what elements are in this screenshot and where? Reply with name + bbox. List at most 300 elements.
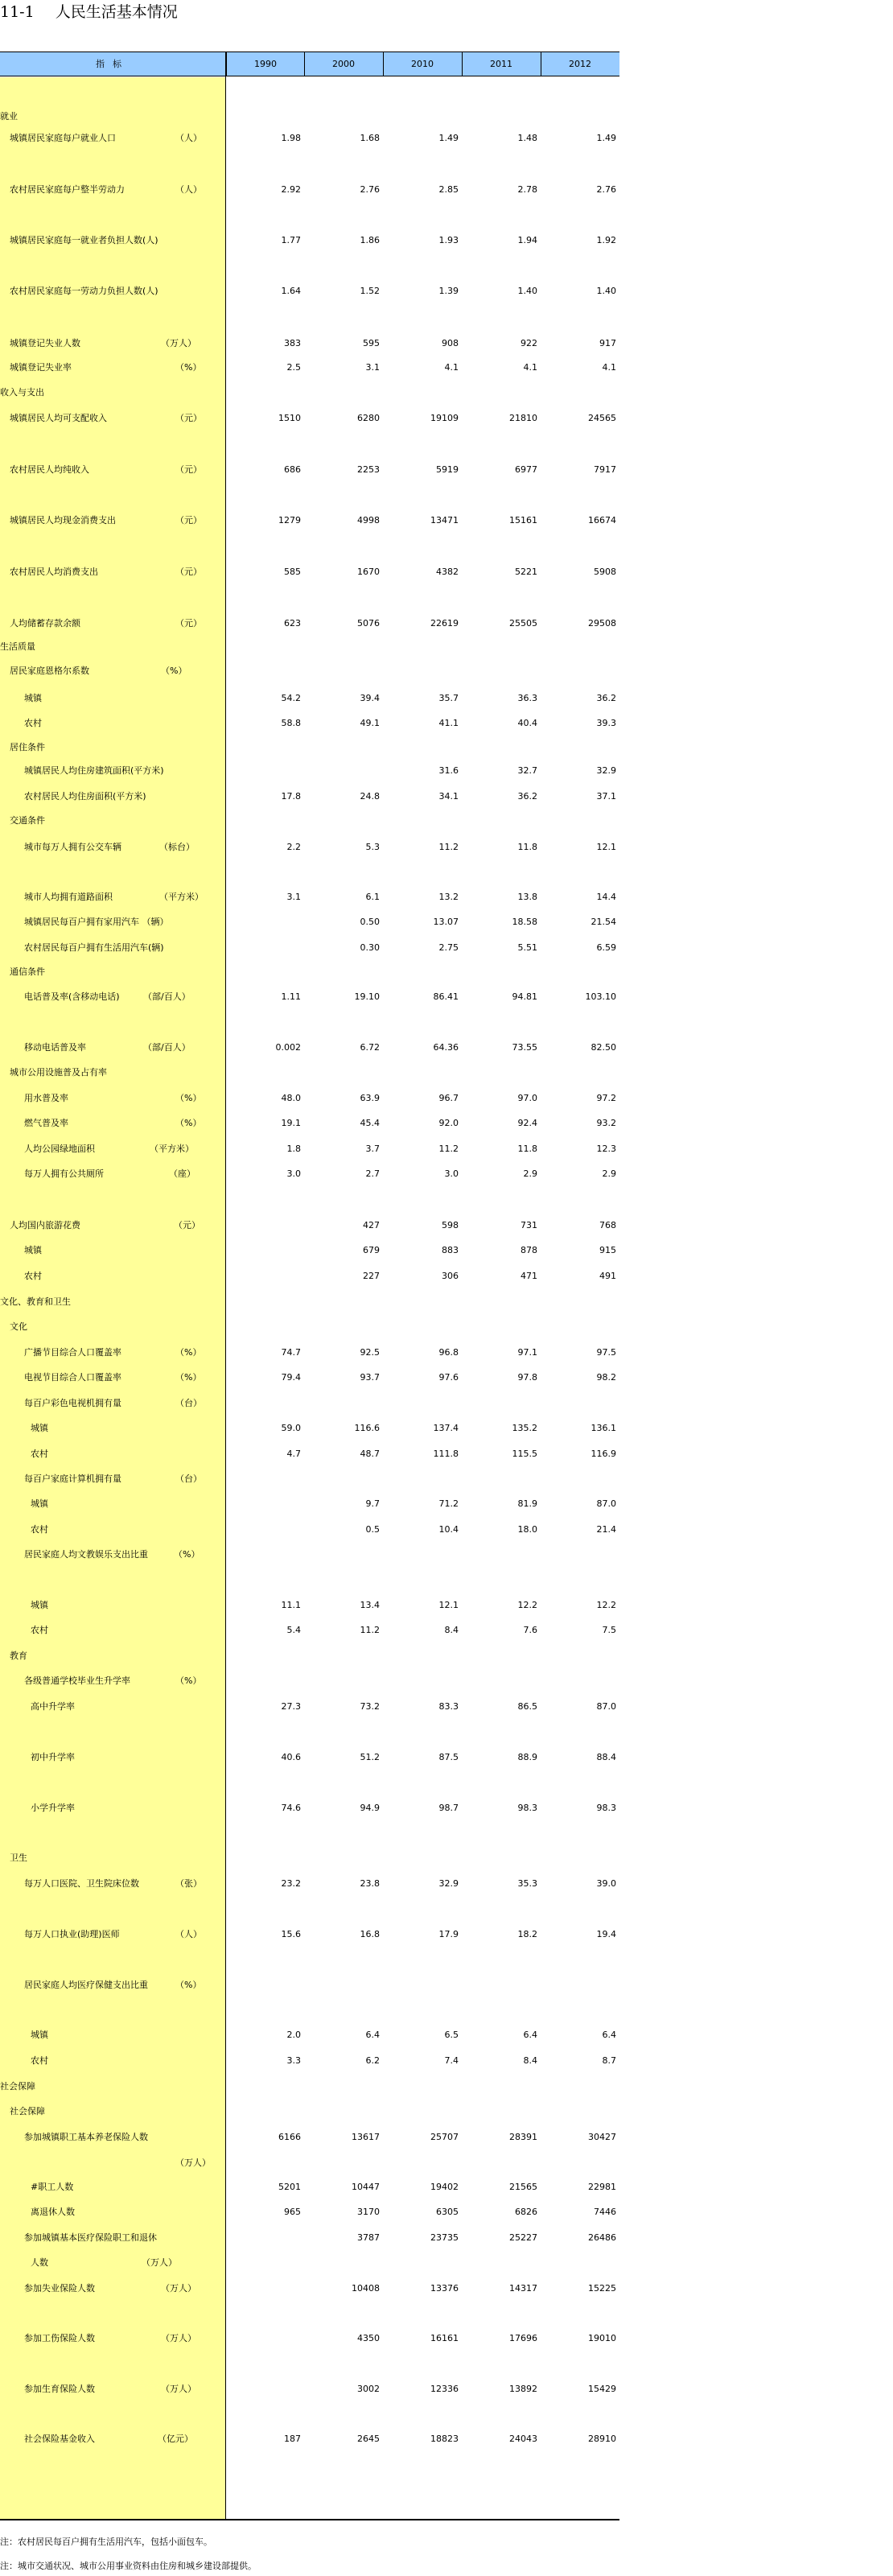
cell-2010: 19402	[430, 2182, 459, 2192]
cell-2012: 21.4	[596, 1524, 616, 1535]
cell-2011: 1.48	[517, 133, 537, 143]
row-label: 农村	[31, 1449, 48, 1459]
table-row	[0, 1143, 619, 1156]
cell-2011: 21810	[509, 413, 537, 423]
cell-2010: 64.36	[433, 1042, 459, 1053]
cell-2000: 6.2	[365, 2055, 380, 2066]
cell-2012: 8.7	[602, 2055, 616, 2066]
cell-2010: 11.2	[438, 842, 459, 852]
table-row	[0, 1219, 619, 1232]
cell-2011: 36.2	[517, 791, 537, 802]
row-label: 每百户家庭计算机拥有量	[24, 1473, 121, 1484]
table-row	[0, 2055, 619, 2067]
cell-1990: 3.3	[286, 2055, 301, 2066]
row-unit: （万人）	[161, 2283, 196, 2294]
row-label: 社会保障	[10, 2106, 45, 2116]
cell-1990: 54.2	[281, 693, 301, 703]
row-unit: （%）	[175, 1347, 202, 1358]
table-row	[0, 841, 619, 854]
cell-2011: 7.6	[523, 1625, 537, 1635]
row-unit: （元）	[174, 1220, 200, 1230]
table-row	[0, 814, 619, 827]
cell-2000: 63.9	[360, 1093, 380, 1103]
row-unit: （%）	[174, 1549, 200, 1560]
cell-2011: 97.0	[517, 1093, 537, 1103]
cell-2011: 97.1	[517, 1347, 537, 1358]
cell-2000: 9.7	[365, 1498, 380, 1509]
cell-2011: 98.3	[517, 1803, 537, 1813]
cell-2010: 4.1	[444, 362, 459, 373]
cell-2000: 4350	[357, 2333, 380, 2343]
cell-2011: 25227	[509, 2232, 537, 2243]
row-unit: （%）	[175, 1093, 202, 1103]
row-label: 教育	[10, 1651, 27, 1661]
cell-2000: 595	[363, 338, 380, 348]
cell-2011: 731	[521, 1220, 537, 1230]
cell-2011: 36.3	[517, 693, 537, 703]
cell-1990: 2.5	[286, 362, 301, 373]
cell-2012: 12.1	[596, 842, 616, 852]
cell-1990: 15.6	[281, 1929, 301, 1939]
row-unit: （亿元）	[158, 2434, 193, 2444]
cell-2010: 83.3	[438, 1701, 459, 1712]
cell-1990: 3.0	[286, 1168, 301, 1179]
footnote-1: 注：农村居民每百户拥有生活用汽车，包括小面包车。	[0, 2537, 212, 2547]
cell-2012: 37.1	[596, 791, 616, 802]
cell-2012: 16674	[588, 515, 616, 526]
cell-2012: 1.92	[596, 235, 616, 245]
table-row	[0, 1498, 619, 1511]
cell-2010: 98.7	[438, 1803, 459, 1813]
cell-2012: 768	[599, 1220, 616, 1230]
row-unit: （%）	[175, 1118, 202, 1128]
cell-2011: 40.4	[517, 718, 537, 728]
row-label: 广播节目综合人口覆盖率	[24, 1347, 121, 1358]
row-label: 高中升学率	[31, 1701, 75, 1712]
cell-2012: 26486	[588, 2232, 616, 2243]
cell-1990: 1.11	[281, 991, 301, 1002]
row-label: 人数	[31, 2257, 48, 2268]
row-label: 移动电话普及率	[24, 1042, 86, 1053]
cell-2010: 2.75	[438, 942, 459, 953]
cell-2011: 35.3	[517, 1878, 537, 1889]
table-row	[0, 1675, 619, 1688]
header-year-2011: 2011	[462, 52, 540, 76]
cell-2011: 17696	[509, 2333, 537, 2343]
row-label: 收入与支出	[0, 387, 44, 398]
row-unit: （元）	[175, 413, 202, 423]
table-row	[0, 665, 619, 678]
table-row	[0, 1548, 619, 1561]
table-row	[0, 916, 619, 929]
cell-1990: 383	[284, 338, 301, 348]
table-row	[0, 386, 619, 399]
row-label: 参加工伤保险人数	[24, 2333, 95, 2343]
cell-2000: 1.86	[360, 235, 380, 245]
cell-2000: 6.4	[365, 2030, 380, 2040]
row-label: 人均国内旅游花费	[10, 1220, 80, 1230]
cell-2010: 86.41	[433, 991, 459, 1002]
cell-2000: 2.7	[365, 1168, 380, 1179]
cell-2010: 1.39	[438, 286, 459, 296]
cell-1990: 1.8	[286, 1144, 301, 1154]
row-unit: （元）	[175, 567, 202, 577]
table-row	[0, 641, 619, 653]
cell-2000: 39.4	[360, 693, 380, 703]
row-label: 农村	[31, 2055, 48, 2066]
cell-2011: 28391	[509, 2132, 537, 2142]
cell-2000: 427	[363, 1220, 380, 1230]
cell-2000: 92.5	[360, 1347, 380, 1358]
cell-2010: 598	[442, 1220, 459, 1230]
table-row	[0, 692, 619, 705]
row-unit: （%）	[175, 1372, 202, 1383]
cell-2000: 1.52	[360, 286, 380, 296]
row-unit: （%）	[175, 362, 202, 373]
table-row	[0, 991, 619, 1004]
table-row	[0, 1397, 619, 1410]
table-row	[0, 464, 619, 476]
table-row	[0, 1321, 619, 1333]
row-label: 初中升学率	[31, 1752, 75, 1762]
cell-2010: 17.9	[438, 1929, 459, 1939]
cell-2012: 98.3	[596, 1803, 616, 1813]
cell-1990: 58.8	[281, 718, 301, 728]
cell-2000: 679	[363, 1245, 380, 1255]
table-row	[0, 1650, 619, 1663]
table-row	[0, 1599, 619, 1612]
row-label: 城镇居民家庭每一就业者负担人数(人)	[10, 235, 158, 245]
cell-2012: 6.4	[602, 2030, 616, 2040]
table-row	[0, 790, 619, 803]
cell-2012: 116.9	[591, 1449, 616, 1459]
cell-2011: 11.8	[517, 842, 537, 852]
table-row	[0, 1168, 619, 1181]
table-row	[0, 234, 619, 247]
table-row	[0, 2232, 619, 2244]
row-unit: （人）	[175, 133, 202, 143]
table-row	[0, 1296, 619, 1309]
row-label: 交通条件	[10, 815, 45, 826]
table-row	[0, 966, 619, 979]
row-label: 城镇	[31, 1600, 48, 1610]
cell-2010: 12336	[430, 2384, 459, 2394]
row-label: 居民家庭人均医疗保健支出比重	[24, 1980, 148, 1990]
table-row	[0, 1066, 619, 1079]
row-label: 城镇居民家庭每户就业人口	[10, 133, 116, 143]
cell-2010: 31.6	[438, 765, 459, 776]
cell-2000: 49.1	[360, 718, 380, 728]
row-unit: （部/百人）	[143, 991, 191, 1002]
cell-2012: 19010	[588, 2333, 616, 2343]
cell-1990: 17.8	[281, 791, 301, 802]
cell-1990: 585	[284, 567, 301, 577]
cell-2011: 5.51	[517, 942, 537, 953]
table-number: 11-1	[0, 3, 35, 21]
cell-2010: 41.1	[438, 718, 459, 728]
cell-2011: 11.8	[517, 1144, 537, 1154]
cell-2010: 96.8	[438, 1347, 459, 1358]
cell-2011: 14317	[509, 2283, 537, 2294]
cell-1990: 48.0	[281, 1093, 301, 1103]
cell-2011: 1.94	[517, 235, 537, 245]
row-unit: （张）	[175, 1878, 202, 1889]
cell-2012: 32.9	[596, 765, 616, 776]
cell-2010: 13.07	[433, 917, 459, 927]
table-bottom-rule	[0, 2519, 619, 2520]
cell-2000: 5.3	[365, 842, 380, 852]
cell-2000: 1.68	[360, 133, 380, 143]
cell-2000: 2.76	[360, 184, 380, 195]
row-label: 卫生	[10, 1853, 27, 1863]
cell-2000: 23.8	[360, 1878, 380, 1889]
cell-2010: 883	[442, 1245, 459, 1255]
cell-2000: 3.1	[365, 362, 380, 373]
table-row	[0, 2383, 619, 2396]
table-row	[0, 1523, 619, 1536]
table-row	[0, 361, 619, 374]
cell-2010: 12.1	[438, 1600, 459, 1610]
cell-2000: 51.2	[360, 1752, 380, 1762]
cell-1990: 1.64	[281, 286, 301, 296]
cell-2012: 491	[599, 1271, 616, 1281]
cell-2012: 2.9	[602, 1168, 616, 1179]
cell-1990: 1279	[278, 515, 301, 526]
cell-2012: 87.0	[596, 1701, 616, 1712]
cell-2012: 93.2	[596, 1118, 616, 1128]
cell-2010: 1.93	[438, 235, 459, 245]
row-label: 城镇居民每百户拥有家用汽车 （辆）	[24, 917, 169, 927]
table-row	[0, 2181, 619, 2194]
table-row	[0, 2257, 619, 2269]
row-label: 城镇居民人均住房建筑面积(平方米)	[24, 765, 164, 776]
cell-2010: 306	[442, 1271, 459, 1281]
cell-2000: 116.6	[354, 1423, 380, 1433]
row-unit: （万人）	[161, 2384, 196, 2394]
row-label: 农村居民每百户拥有生活用汽车(辆)	[24, 942, 164, 953]
cell-2000: 19.10	[354, 991, 380, 1002]
cell-2010: 8.4	[444, 1625, 459, 1635]
cell-2011: 25505	[509, 618, 537, 629]
cell-2012: 97.5	[596, 1347, 616, 1358]
cell-2012: 7917	[594, 464, 616, 475]
cell-2011: 1.40	[517, 286, 537, 296]
cell-2000: 227	[363, 1271, 380, 1281]
cell-2012: 15429	[588, 2384, 616, 2394]
header-year-2010: 2010	[383, 52, 461, 76]
cell-2012: 7446	[594, 2207, 616, 2217]
cell-2010: 87.5	[438, 1752, 459, 1762]
table-row	[0, 2029, 619, 2042]
cell-2011: 73.55	[512, 1042, 537, 1053]
row-label: 人均公园绿地面积	[24, 1144, 95, 1154]
cell-2012: 917	[599, 338, 616, 348]
row-label: 城市人均拥有道路面积	[24, 892, 113, 902]
table-row	[0, 1624, 619, 1637]
cell-2000: 73.2	[360, 1701, 380, 1712]
cell-2000: 6.1	[365, 892, 380, 902]
cell-2000: 2645	[357, 2434, 380, 2444]
row-label: 参加生育保险人数	[24, 2384, 95, 2394]
cell-2010: 7.4	[444, 2055, 459, 2066]
cell-1990: 2.2	[286, 842, 301, 852]
cell-2011: 86.5	[517, 1701, 537, 1712]
row-label: 城镇	[31, 1498, 48, 1509]
row-label: 城镇居民人均现金消费支出	[10, 515, 116, 526]
cell-2011: 13.8	[517, 892, 537, 902]
cell-2000: 94.9	[360, 1803, 380, 1813]
cell-1990: 59.0	[281, 1423, 301, 1433]
cell-2000: 3.7	[365, 1144, 380, 1154]
row-unit: （元）	[175, 515, 202, 526]
cell-2010: 2.85	[438, 184, 459, 195]
cell-2012: 6.59	[596, 942, 616, 953]
table-row	[0, 1448, 619, 1461]
cell-2000: 48.7	[360, 1449, 380, 1459]
cell-2012: 97.2	[596, 1093, 616, 1103]
cell-2012: 36.2	[596, 693, 616, 703]
cell-2010: 3.0	[444, 1168, 459, 1179]
header-year-1990: 1990	[226, 52, 304, 76]
row-label: 城市公用设施普及占有率	[10, 1067, 107, 1078]
cell-2011: 94.81	[512, 991, 537, 1002]
cell-2011: 8.4	[523, 2055, 537, 2066]
table-header	[0, 52, 619, 76]
cell-2010: 16161	[430, 2333, 459, 2343]
table-row	[0, 741, 619, 754]
cell-2010: 13376	[430, 2283, 459, 2294]
row-label: 社会保险基金收入	[24, 2434, 95, 2444]
row-label: 城镇登记失业人数	[10, 338, 80, 348]
row-label: 城镇居民人均可支配收入	[10, 413, 107, 423]
row-label: 每百户彩色电视机拥有量	[24, 1398, 121, 1408]
row-label: 居住条件	[10, 742, 45, 752]
cell-2000: 10408	[352, 2283, 380, 2294]
cell-2000: 16.8	[360, 1929, 380, 1939]
cell-2011: 6826	[515, 2207, 537, 2217]
cell-1990: 6166	[278, 2132, 301, 2142]
cell-1990: 74.7	[281, 1347, 301, 1358]
cell-1990: 187	[284, 2434, 301, 2444]
page-title	[0, 2, 178, 23]
row-unit: （万人）	[161, 338, 196, 348]
row-unit: （元）	[175, 464, 202, 475]
row-label: 城镇	[31, 2030, 48, 2040]
row-label: 城镇	[24, 693, 42, 703]
cell-2010: 19109	[430, 413, 459, 423]
cell-2012: 136.1	[591, 1423, 616, 1433]
cell-2010: 22619	[430, 618, 459, 629]
cell-2011: 6977	[515, 464, 537, 475]
table-row	[0, 2131, 619, 2144]
cell-2010: 908	[442, 338, 459, 348]
cell-2012: 98.2	[596, 1372, 616, 1383]
row-label: 人均储蓄存款余额	[10, 618, 80, 629]
cell-2012: 1.49	[596, 133, 616, 143]
row-label: 用水普及率	[24, 1093, 68, 1103]
row-unit: （万人）	[175, 2158, 211, 2168]
row-label: 小学升学率	[31, 1803, 75, 1813]
row-label: 参加失业保险人数	[24, 2283, 95, 2294]
cell-2012: 24565	[588, 413, 616, 423]
cell-2000: 0.30	[360, 942, 380, 953]
table-title: 人民生活基本情况	[55, 3, 178, 21]
cell-2010: 71.2	[438, 1498, 459, 1509]
cell-2010: 10.4	[438, 1524, 459, 1535]
cell-2011: 92.4	[517, 1118, 537, 1128]
cell-2011: 922	[521, 338, 537, 348]
cell-2011: 21565	[509, 2182, 537, 2192]
cell-2011: 6.4	[523, 2030, 537, 2040]
cell-2011: 115.5	[512, 1449, 537, 1459]
cell-2000: 10447	[352, 2182, 380, 2192]
row-label: #职工人数	[31, 2182, 74, 2192]
cell-2000: 6280	[357, 413, 380, 423]
row-unit: （人）	[175, 184, 202, 195]
row-unit: （人）	[175, 1929, 202, 1939]
row-unit: （平方米）	[159, 892, 204, 902]
cell-1990: 2.0	[286, 2030, 301, 2040]
row-unit: （台）	[175, 1398, 202, 1408]
cell-2000: 2253	[357, 464, 380, 475]
cell-2012: 28910	[588, 2434, 616, 2444]
table-row	[0, 2157, 619, 2170]
cell-2011: 471	[521, 1271, 537, 1281]
row-label: 农村居民人均住房面积(平方米)	[24, 791, 146, 802]
cell-1990: 686	[284, 464, 301, 475]
cell-2011: 2.78	[517, 184, 537, 195]
table-row	[0, 1117, 619, 1130]
table-row	[0, 566, 619, 579]
cell-2010: 23735	[430, 2232, 459, 2243]
cell-2012: 87.0	[596, 1498, 616, 1509]
cell-2000: 4998	[357, 515, 380, 526]
cell-2012: 5908	[594, 567, 616, 577]
row-label: 农村	[24, 718, 42, 728]
row-label: 农村	[24, 1271, 42, 1281]
cell-2012: 12.2	[596, 1600, 616, 1610]
row-label: 文化	[10, 1321, 27, 1332]
cell-2010: 4382	[436, 567, 459, 577]
row-unit: （部/百人）	[143, 1042, 191, 1053]
row-label: 城市每万人拥有公交车辆	[24, 842, 121, 852]
cell-2012: 29508	[588, 618, 616, 629]
cell-1990: 623	[284, 618, 301, 629]
cell-1990: 74.6	[281, 1803, 301, 1813]
row-unit: （座）	[169, 1168, 195, 1179]
row-label: 每万人拥有公共厕所	[24, 1168, 104, 1179]
cell-2011: 97.8	[517, 1372, 537, 1383]
row-label: 居民家庭恩格尔系数	[10, 666, 89, 676]
row-label: 农村居民人均消费支出	[10, 567, 98, 577]
row-label: 每万人口执业(助理)医师	[24, 1929, 120, 1939]
cell-2000: 24.8	[360, 791, 380, 802]
cell-2010: 35.7	[438, 693, 459, 703]
cell-2011: 18.58	[512, 917, 537, 927]
row-label: 社会保障	[0, 2081, 35, 2092]
cell-2000: 11.2	[360, 1625, 380, 1635]
cell-1990: 965	[284, 2207, 301, 2217]
row-unit: （平方米）	[150, 1144, 194, 1154]
table-row	[0, 1244, 619, 1257]
cell-2012: 1.40	[596, 286, 616, 296]
cell-2012: 30427	[588, 2132, 616, 2142]
cell-2012: 39.3	[596, 718, 616, 728]
cell-2012: 19.4	[596, 1929, 616, 1939]
row-label: 农村	[31, 1524, 48, 1535]
cell-2011: 878	[521, 1245, 537, 1255]
table-row	[0, 1346, 619, 1359]
